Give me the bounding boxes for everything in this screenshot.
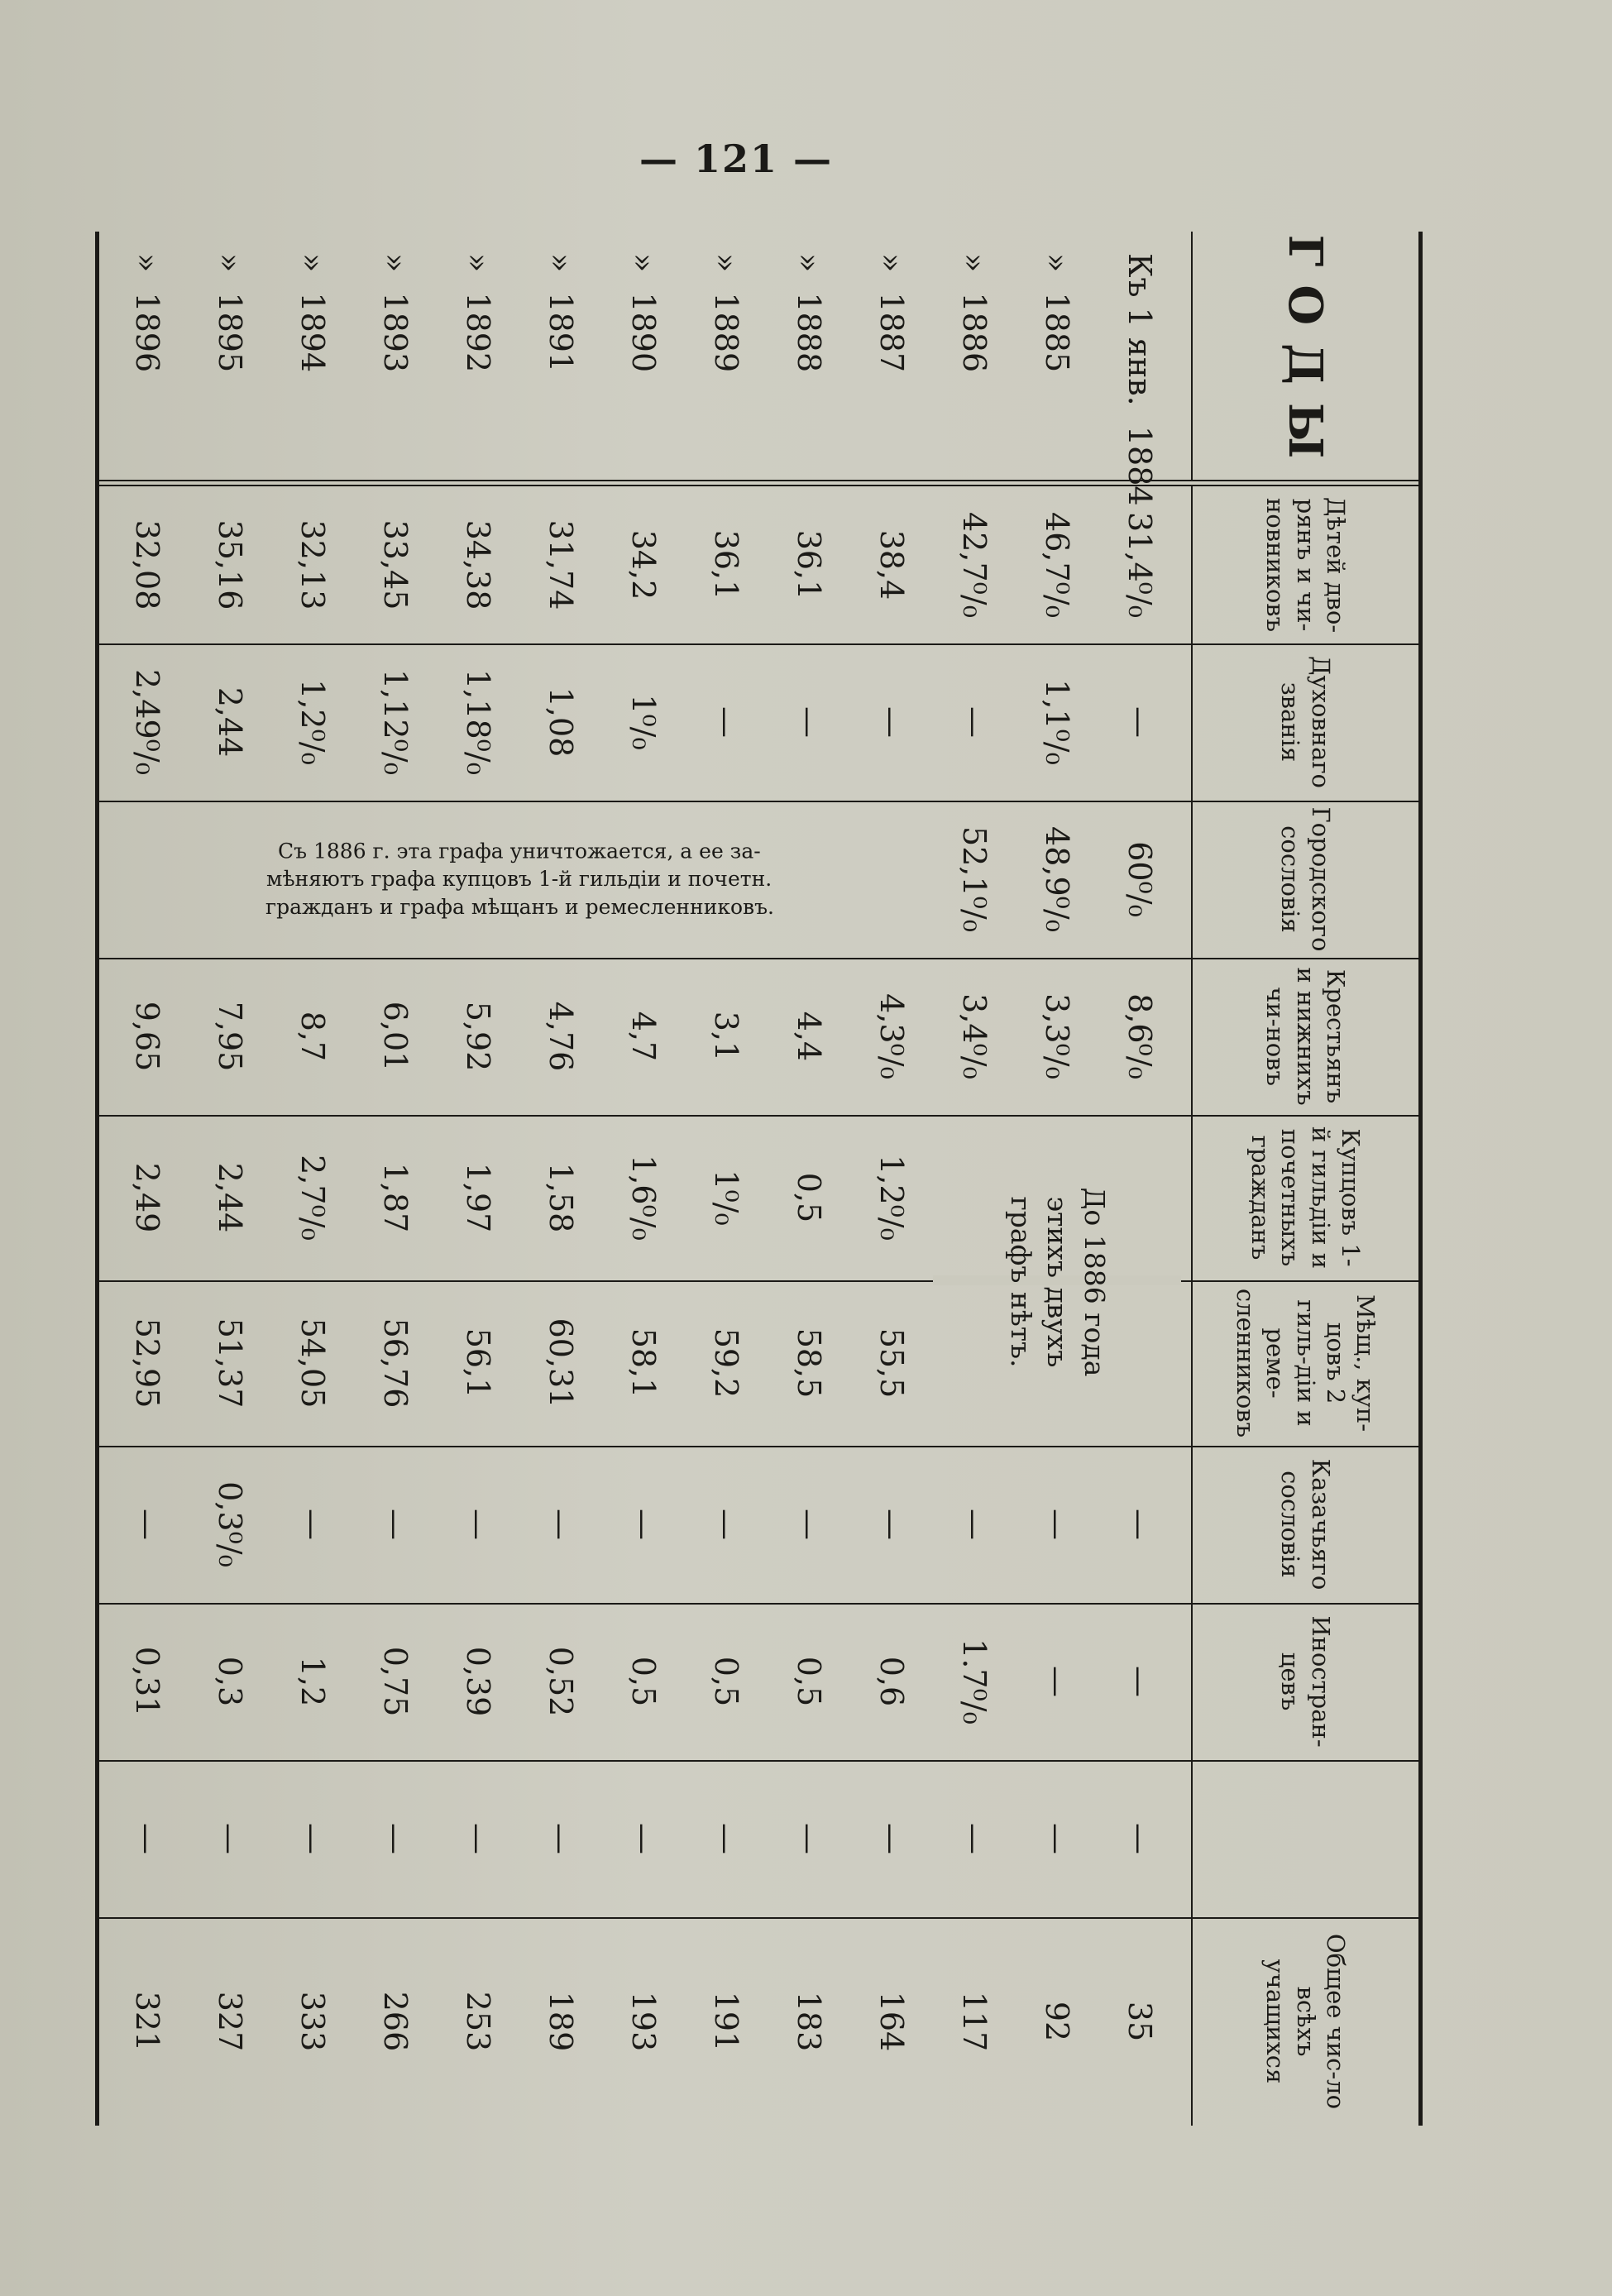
cell-merchants: 2,44	[212, 1162, 248, 1233]
statistics-table	[95, 232, 1423, 2126]
cell-cossacks: —	[1122, 1509, 1158, 1540]
column-rule	[99, 958, 1418, 959]
cell-clergy: —	[873, 706, 910, 738]
cell-foreigners: 1.7⁰/₀	[956, 1638, 993, 1724]
cell-years: » 1886	[956, 253, 993, 373]
cell-total: 191	[708, 1991, 744, 2052]
cell-clergy_nobility: 31,74	[543, 519, 579, 610]
page-number: — 121 —	[639, 136, 834, 181]
cell-burghers: 58,1	[625, 1327, 662, 1399]
column-rule	[99, 643, 1418, 645]
cell-years: » 1896	[129, 253, 165, 373]
header-foreigners: Иностран-цевъ	[1191, 1603, 1418, 1760]
header-clergy_nobility: Дѣтей дво-рянъ и чи-новниковъ	[1191, 486, 1418, 643]
cell-town: 52,1⁰/₀	[956, 826, 993, 932]
cell-clergy_nobility: 42,7⁰/₀	[956, 512, 993, 618]
cell-blank: —	[129, 1823, 165, 1854]
cell-cossacks: —	[625, 1509, 662, 1540]
cell-peasants: 9,65	[129, 1001, 165, 1072]
column-peasants	[99, 958, 1418, 1115]
cell-foreigners: 0,3	[212, 1656, 248, 1707]
cell-years: » 1892	[460, 253, 496, 373]
cell-merchants: 1,97	[460, 1162, 496, 1233]
cell-burghers: 56,76	[377, 1318, 414, 1409]
cell-burghers: 60,31	[543, 1318, 579, 1409]
cell-peasants: 4,7	[625, 1011, 662, 1062]
cell-foreigners: 0,31	[129, 1646, 165, 1717]
cell-blank: —	[708, 1823, 744, 1854]
header-town: Городского сословія	[1191, 801, 1418, 958]
header-peasants: Крестьянъ и нижнихъ чи-новъ	[1191, 958, 1418, 1115]
cell-total: 266	[377, 1991, 414, 2052]
cell-blank: —	[460, 1823, 496, 1854]
column-foreigners	[99, 1603, 1418, 1760]
cell-cossacks: —	[791, 1509, 827, 1540]
rotated-table-stage	[95, 232, 1423, 2126]
cell-cossacks: —	[1039, 1509, 1075, 1540]
cell-merchants: 1,87	[377, 1162, 414, 1233]
cell-years: » 1885	[1039, 253, 1075, 373]
cell-years: » 1891	[543, 253, 579, 373]
cell-peasants: 6,01	[377, 1001, 414, 1072]
cell-clergy: —	[956, 706, 993, 738]
cell-total: 117	[956, 1991, 993, 2052]
cell-peasants: 3,1	[708, 1011, 744, 1062]
cell-clergy_nobility: 35,16	[212, 519, 248, 610]
cell-clergy_nobility: 32,08	[129, 519, 165, 610]
cell-total: 321	[129, 1991, 165, 2052]
cell-cossacks: —	[460, 1509, 496, 1540]
cell-blank: —	[212, 1823, 248, 1854]
cell-clergy_nobility: 33,45	[377, 519, 414, 610]
column-rule	[99, 1603, 1418, 1605]
cell-clergy: —	[708, 706, 744, 738]
cell-clergy: 1,08	[543, 686, 579, 758]
cell-burghers: 56,1	[460, 1327, 496, 1399]
cell-total: 193	[625, 1991, 662, 2052]
cell-merchants: 1,2⁰/₀	[873, 1155, 910, 1241]
cell-town: 48,9⁰/₀	[1039, 826, 1075, 932]
column-merchants	[99, 1115, 1418, 1280]
cell-foreigners: 0,5	[625, 1656, 662, 1707]
header-merchants: Купцовъ 1-й гильдіи и почетныхъ гражданъ	[1191, 1115, 1418, 1280]
header-clergy: Духовнаго званія	[1191, 643, 1418, 801]
cell-peasants: 5,92	[460, 1001, 496, 1072]
cell-clergy: 1,18⁰/₀	[460, 669, 496, 775]
cell-clergy: 2,44	[212, 686, 248, 758]
cell-burghers: 55,5	[873, 1327, 910, 1399]
cell-burghers: 51,37	[212, 1318, 248, 1409]
cell-foreigners: —	[1122, 1666, 1158, 1697]
column-rule	[99, 1760, 1418, 1762]
column-rule	[99, 1917, 1418, 1919]
cell-clergy: —	[1122, 706, 1158, 738]
cell-cossacks: —	[294, 1509, 331, 1540]
cell-total: 253	[460, 1991, 496, 2052]
cell-clergy: 2,49⁰/₀	[129, 669, 165, 775]
header-burghers: Мѣщ., куп-цовъ 2 гиль-діи и реме-сленниковъ	[1191, 1280, 1418, 1446]
cell-total: 92	[1039, 2001, 1075, 2042]
cell-blank: —	[873, 1823, 910, 1854]
cell-total: 189	[543, 1991, 579, 2052]
cell-blank: —	[1122, 1823, 1158, 1854]
column-clergy	[99, 643, 1418, 801]
cell-years: » 1893	[377, 253, 414, 373]
cell-merchants: 2,49	[129, 1162, 165, 1233]
cell-merchants: 1,6⁰/₀	[625, 1155, 662, 1241]
note-line: До 1886 года	[1078, 1187, 1111, 1377]
cell-clergy: 1,1⁰/₀	[1039, 679, 1075, 765]
cell-clergy_nobility: 36,1	[791, 529, 827, 600]
column-total	[99, 1917, 1418, 2126]
cell-cossacks: —	[956, 1509, 993, 1540]
cell-foreigners: 0,75	[377, 1646, 414, 1717]
cell-clergy_nobility: 31,4⁰/₀	[1122, 512, 1158, 618]
cell-merchants: 1,58	[543, 1162, 579, 1233]
note-line: Съ 1886 г. эта графа уничтожается, а ее за-	[278, 839, 761, 863]
header-cossacks: Казачьяго сословія	[1191, 1446, 1418, 1603]
cell-burghers: 54,05	[294, 1318, 331, 1409]
note-line: графъ нѣтъ.	[1004, 1196, 1037, 1368]
cell-blank: —	[377, 1823, 414, 1854]
cell-years: » 1895	[212, 253, 248, 373]
cell-peasants: 3,3⁰/₀	[1039, 993, 1075, 1079]
cell-years: » 1894	[294, 253, 331, 373]
cell-merchants: 1⁰/₀	[708, 1170, 744, 1226]
cell-foreigners: 1,2	[294, 1656, 331, 1707]
cell-blank: —	[1039, 1823, 1075, 1854]
cell-clergy_nobility: 34,2	[625, 529, 662, 600]
cell-clergy_nobility: 34,38	[460, 519, 496, 610]
cell-cossacks: —	[708, 1509, 744, 1540]
column-rule	[99, 801, 1418, 802]
header-total: Общее чис-ло всѣхъ учащихся	[1191, 1917, 1418, 2126]
cell-total: 333	[294, 1991, 331, 2052]
cell-years: Къ 1 янв. 1884	[1122, 253, 1158, 506]
cell-total: 327	[212, 1991, 248, 2052]
note-before-1886	[933, 1121, 1181, 1443]
cell-clergy: —	[791, 706, 827, 738]
cell-foreigners: 0,5	[791, 1656, 827, 1707]
cell-foreigners: 0,5	[708, 1656, 744, 1707]
cell-clergy: 1,2⁰/₀	[294, 679, 331, 765]
cell-foreigners: 0,52	[543, 1646, 579, 1717]
cell-burghers: 52,95	[129, 1318, 165, 1409]
cell-blank: —	[791, 1823, 827, 1854]
cell-clergy_nobility: 36,1	[708, 529, 744, 600]
column-rule	[99, 480, 1418, 486]
column-blank	[99, 1760, 1418, 1917]
cell-merchants: 2,7⁰/₀	[294, 1155, 331, 1241]
note-line: мѣняютъ графа купцовъ 1-й гильдіи и почетн.	[266, 867, 773, 892]
cell-peasants: 4,76	[543, 1001, 579, 1072]
column-burghers	[99, 1280, 1418, 1446]
note-line: этихъ двухъ	[1041, 1196, 1074, 1368]
cell-peasants: 8,6⁰/₀	[1122, 993, 1158, 1079]
header-blank	[1191, 1760, 1418, 1917]
cell-years: » 1888	[791, 253, 827, 373]
note-line: гражданъ и графа мѣщанъ и ремесленниковъ.	[265, 894, 774, 919]
cell-peasants: 8,7	[294, 1011, 331, 1062]
cell-blank: —	[956, 1823, 993, 1854]
header-years: ГОДЫ	[1191, 232, 1418, 480]
cell-peasants: 7,95	[212, 1001, 248, 1072]
cell-cossacks: —	[377, 1509, 414, 1540]
cell-town: 60⁰/₀	[1122, 841, 1158, 917]
cell-burghers: 58,5	[791, 1327, 827, 1399]
cell-cossacks: —	[543, 1509, 579, 1540]
column-rule	[99, 1115, 1418, 1117]
cell-total: 183	[791, 1991, 827, 2052]
cell-clergy: 1⁰/₀	[625, 694, 662, 750]
cell-foreigners: 0,39	[460, 1646, 496, 1717]
cell-blank: —	[625, 1823, 662, 1854]
cell-cossacks: —	[129, 1509, 165, 1540]
cell-clergy: 1,12⁰/₀	[377, 669, 414, 775]
cell-peasants: 4,3⁰/₀	[873, 993, 910, 1079]
cell-merchants: 0,5	[791, 1172, 827, 1223]
column-rule	[99, 1446, 1418, 1447]
cell-years: » 1887	[873, 253, 910, 373]
cell-total: 164	[873, 1991, 910, 2052]
cell-years: » 1889	[708, 253, 744, 373]
column-years	[99, 232, 1418, 506]
cell-total: 35	[1122, 2001, 1158, 2042]
cell-burghers: 59,2	[708, 1327, 744, 1399]
cell-cossacks: 0,3⁰/₀	[212, 1481, 248, 1567]
cell-clergy_nobility: 46,7⁰/₀	[1039, 512, 1075, 618]
note-from-1886	[114, 804, 925, 954]
column-rule	[99, 1280, 1418, 1282]
cell-blank: —	[543, 1823, 579, 1854]
cell-blank: —	[294, 1823, 331, 1854]
cell-clergy_nobility: 38,4	[873, 529, 910, 600]
column-cossacks	[99, 1446, 1418, 1603]
column-clergy_nobility	[99, 486, 1418, 643]
cell-cossacks: —	[873, 1509, 910, 1540]
cell-foreigners: —	[1039, 1666, 1075, 1697]
cell-clergy_nobility: 32,13	[294, 519, 331, 610]
cell-peasants: 3,4⁰/₀	[956, 993, 993, 1079]
cell-foreigners: 0,6	[873, 1656, 910, 1707]
cell-years: » 1890	[625, 253, 662, 373]
cell-peasants: 4,4	[791, 1011, 827, 1062]
